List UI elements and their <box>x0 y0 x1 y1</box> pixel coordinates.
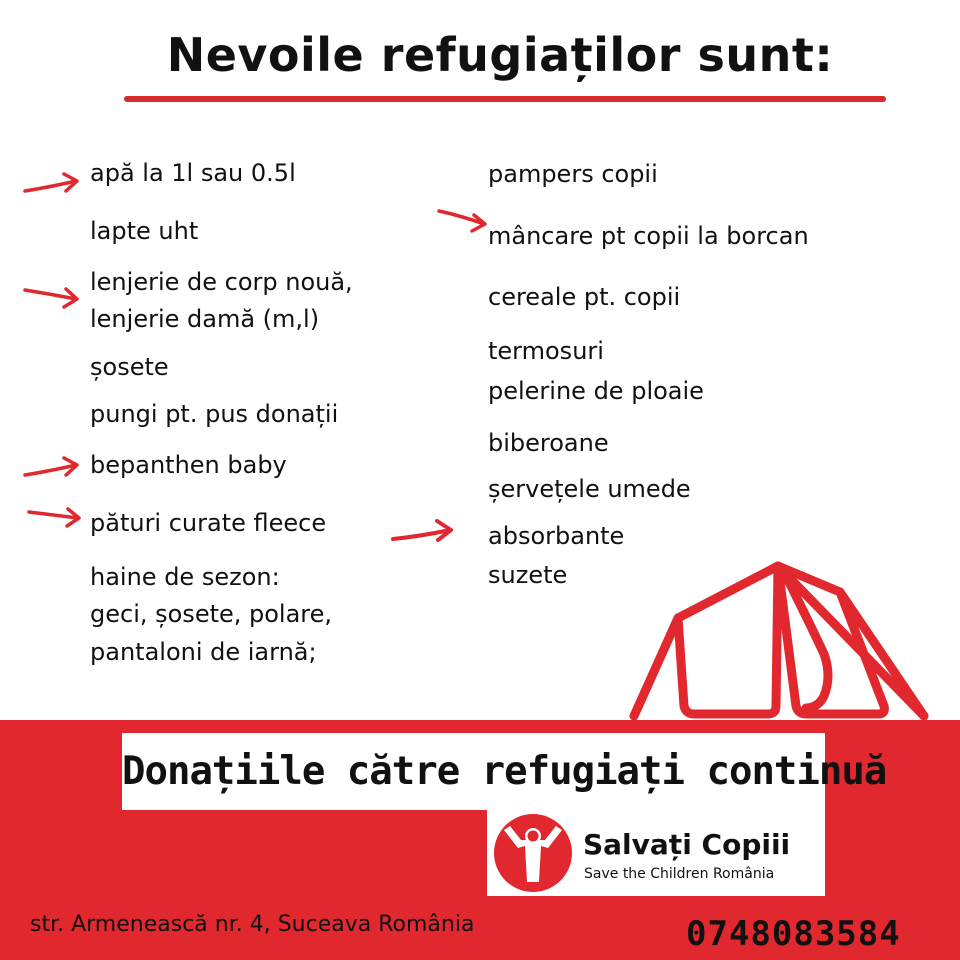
arrow-icon <box>22 171 82 201</box>
list-item: pelerine de ploaie <box>488 377 704 405</box>
slogan: Donațiile către refugiați continuă <box>122 749 887 794</box>
page-title: Nevoile refugiaților sunt: <box>166 28 834 82</box>
list-item: șervețele umede <box>488 475 691 503</box>
address: str. Armenească nr. 4, Suceava România <box>30 912 475 937</box>
child-logo-icon <box>492 812 574 894</box>
list-item: bepanthen baby <box>90 451 287 479</box>
list-item: lenjerie damă (m,l) <box>90 305 320 333</box>
arrow-icon <box>22 455 82 485</box>
list-item: pampers copii <box>488 160 658 188</box>
list-item: apă la 1l sau 0.5l <box>90 159 296 187</box>
list-item: suzete <box>488 561 568 589</box>
arrow-icon <box>26 503 86 533</box>
logo-tagline: Save the Children România <box>584 866 775 882</box>
tent-icon <box>628 556 938 724</box>
title-underline <box>124 96 886 102</box>
logo-name: Salvați Copiii <box>583 828 791 861</box>
phone-number: 0748083584 <box>686 914 901 954</box>
list-item: lapte uht <box>90 217 199 245</box>
arrow-icon <box>390 518 456 548</box>
list-item: lenjerie de corp nouă, <box>90 268 353 296</box>
arrow-icon <box>22 282 82 312</box>
arrow-icon <box>436 206 496 236</box>
list-item: geci, șosete, polare, <box>90 600 333 628</box>
list-item: cereale pt. copii <box>488 283 681 311</box>
list-item: biberoane <box>488 429 609 457</box>
list-item: absorbante <box>488 522 625 550</box>
list-item: pantaloni de iarnă; <box>90 638 317 666</box>
list-item: termosuri <box>488 337 604 365</box>
list-item: mâncare pt copii la borcan <box>488 222 809 250</box>
list-item: haine de sezon: <box>90 563 280 591</box>
list-item: șosete <box>90 353 169 381</box>
list-item: pungi pt. pus donații <box>90 400 339 428</box>
list-item: pături curate fleece <box>90 509 327 537</box>
